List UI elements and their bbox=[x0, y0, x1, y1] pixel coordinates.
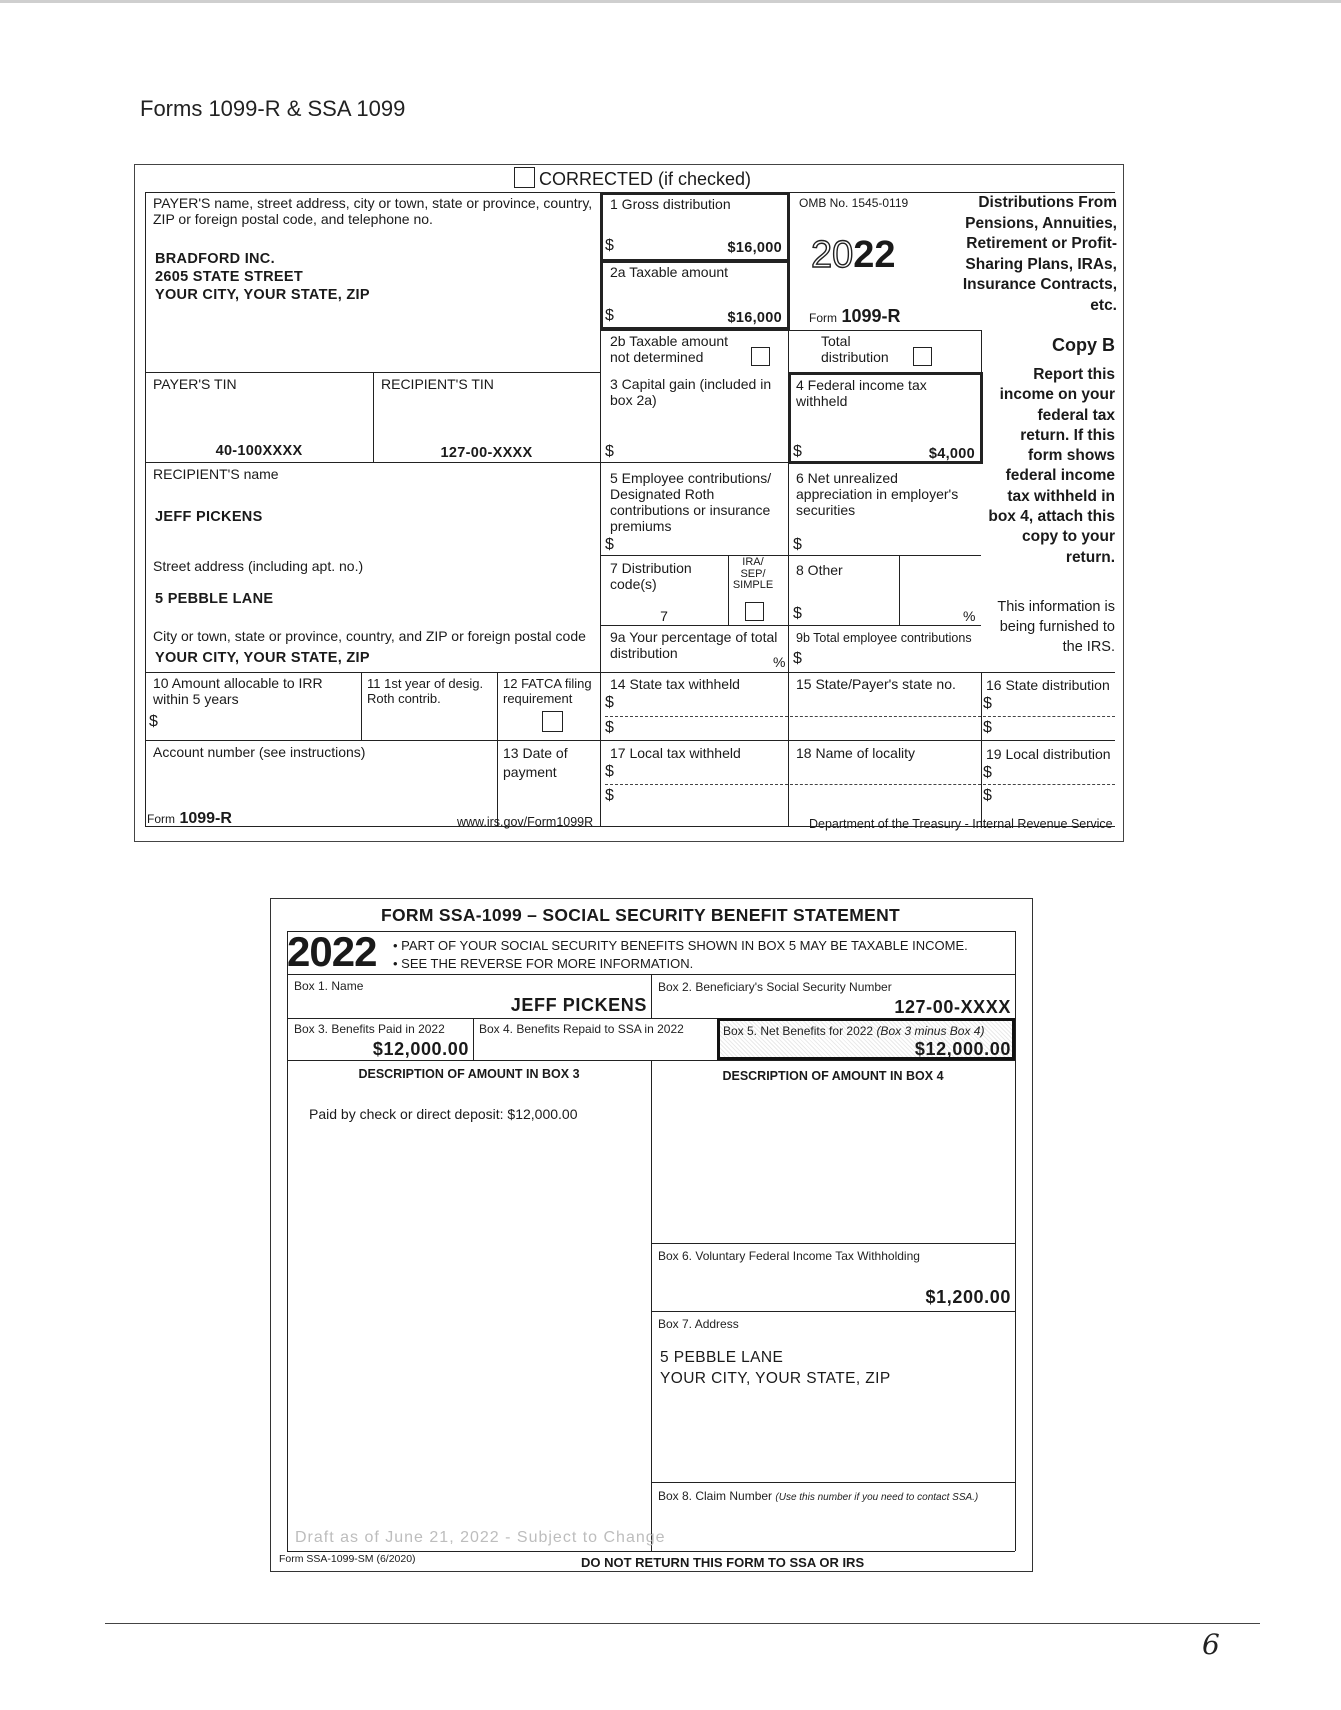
box13-label: 13 Date of payment bbox=[503, 745, 568, 780]
footer-form-name: 1099-R bbox=[179, 810, 232, 827]
ssa-box4-label: Box 4. Benefits Repaid to SSA in 2022 bbox=[479, 1022, 684, 1036]
box1-dollar: $ bbox=[605, 237, 614, 254]
box8-label: 8 Other bbox=[796, 562, 843, 578]
box2b-label: 2b Taxable amount not determined bbox=[610, 333, 729, 365]
grid-line bbox=[651, 1060, 652, 1551]
box16-divider bbox=[983, 716, 1115, 717]
grid-line bbox=[145, 740, 1115, 741]
footer-url[interactable]: www.irs.gov/Form1099R bbox=[457, 815, 594, 829]
box17-dollar-2: $ bbox=[605, 787, 614, 804]
grid-line bbox=[145, 192, 146, 826]
ssa-footer-notice: DO NOT RETURN THIS FORM TO SSA OR IRS bbox=[581, 1555, 865, 1570]
box9b-dollar: $ bbox=[793, 650, 802, 667]
ssa-box7-line2: YOUR CITY, YOUR STATE, ZIP bbox=[660, 1370, 891, 1387]
street-label: Street address (including apt. no.) bbox=[153, 558, 364, 574]
box8-percent: % bbox=[963, 608, 976, 624]
ssa-box5-value: $12,000.00 bbox=[914, 1039, 1011, 1059]
omb-number: OMB No. 1545-0119 bbox=[799, 196, 909, 210]
box10-label: 10 Amount allocable to IRR within 5 years bbox=[153, 675, 323, 707]
ssa-box1-label: Box 1. Name bbox=[294, 979, 364, 993]
form-name: 1099-R bbox=[841, 306, 901, 326]
box12-label: 12 FATCA filing requirement bbox=[503, 676, 592, 706]
ssa-footer-form: Form SSA-1099-SM (6/2020) bbox=[279, 1553, 416, 1565]
corrected-checkbox[interactable] bbox=[514, 167, 535, 188]
box10-dollar: $ bbox=[149, 713, 158, 730]
box5-label: 5 Employee contributions/ Designated Roth contributions or insurance premiums bbox=[610, 470, 772, 534]
recipient-street: 5 PEBBLE LANE bbox=[155, 591, 274, 607]
grid-line bbox=[145, 672, 1115, 673]
grid-line bbox=[1015, 931, 1016, 1551]
grid-line bbox=[287, 1551, 1015, 1552]
box2b-checkbox[interactable] bbox=[751, 347, 770, 366]
payer-tin-label: PAYER'S TIN bbox=[153, 376, 237, 392]
grid-line bbox=[651, 1482, 1015, 1483]
box17-dollar-1: $ bbox=[605, 763, 614, 780]
ssa-box7-label: Box 7. Address bbox=[658, 1317, 739, 1331]
box19-dollar-2: $ bbox=[983, 787, 992, 804]
ssa-box8-title: Box 8. Claim Number bbox=[658, 1489, 773, 1503]
copy-b-instructions: Report this income on your federal tax return. If this form shows federal income tax withheld in box 4, attach this copy to your return. bbox=[988, 366, 1115, 566]
box4-value: $4,000 bbox=[928, 446, 975, 462]
box14-dollar-2: $ bbox=[605, 719, 614, 736]
recipient-city: YOUR CITY, YOUR STATE, ZIP bbox=[155, 650, 370, 666]
recipient-name-label: RECIPIENT'S name bbox=[153, 466, 279, 482]
ssa-note-1: • PART OF YOUR SOCIAL SECURITY BENEFITS SHOWN IN BOX 5 MAY BE TAXABLE INCOME. bbox=[393, 938, 968, 953]
box17-label: 17 Local tax withheld bbox=[610, 745, 741, 761]
ssa-year: 2022 bbox=[287, 928, 377, 975]
copy-b: Copy B bbox=[1052, 335, 1115, 355]
footer-department: Department of the Treasury - Internal Revenue Service bbox=[809, 817, 1113, 831]
recipient-tin-label: RECIPIENT'S TIN bbox=[381, 376, 494, 392]
top-border bbox=[0, 0, 1341, 3]
grid-line bbox=[899, 555, 900, 625]
ira-label: IRA/ SEP/ SIMPLE bbox=[732, 556, 774, 591]
payer-label: PAYER'S name, street address, city or town, state or province, country, ZIP or foreign postal code, and telephone no. bbox=[153, 195, 593, 227]
box11-label: 11 1st year of desig. Roth contrib. bbox=[367, 676, 484, 706]
form-1099r bbox=[134, 164, 1124, 842]
box3-dollar: $ bbox=[605, 443, 614, 460]
grid-line bbox=[145, 462, 600, 463]
payer-city: YOUR CITY, YOUR STATE, ZIP bbox=[155, 287, 370, 303]
fatca-checkbox[interactable] bbox=[542, 711, 563, 732]
recipient-tin: 127-00-XXXX bbox=[440, 445, 533, 461]
box1-value: $16,000 bbox=[727, 240, 782, 256]
page-title: Forms 1099-R & SSA 1099 bbox=[140, 96, 406, 121]
box16-dollar-2: $ bbox=[983, 719, 992, 736]
grid-line bbox=[981, 672, 982, 826]
grid-line bbox=[287, 931, 288, 1551]
payer-tin: 40-100XXXX bbox=[215, 443, 303, 459]
box1-label: 1 Gross distribution bbox=[610, 196, 731, 212]
tax-year bbox=[811, 235, 896, 275]
box7-value: 7 bbox=[660, 608, 668, 624]
payer-name: BRADFORD INC. bbox=[155, 251, 275, 267]
grid-line bbox=[651, 1311, 1015, 1312]
box9a-label: 9a Your percentage of total distribution bbox=[610, 629, 778, 661]
footer-form-id bbox=[147, 810, 232, 828]
box9b-label: 9b Total employee contributions bbox=[796, 631, 972, 645]
city-label: City or town, state or province, country, and ZIP or foreign postal code bbox=[153, 628, 586, 644]
grid-line bbox=[361, 672, 362, 740]
grid-line bbox=[473, 1018, 474, 1060]
form-ssa1099 bbox=[270, 898, 1033, 1572]
ssa-box8-note: (Use this number if you need to contact SSA.) bbox=[775, 1492, 979, 1503]
box17-divider bbox=[605, 784, 788, 785]
recipient-name: JEFF PICKENS bbox=[155, 509, 263, 525]
bottom-rule bbox=[105, 1623, 1260, 1624]
total-distribution-checkbox[interactable] bbox=[913, 347, 932, 366]
ssa-box3-label: Box 3. Benefits Paid in 2022 bbox=[294, 1022, 445, 1036]
year-prefix: 20 bbox=[811, 234, 854, 276]
ssa-box7-line1: 5 PEBBLE LANE bbox=[660, 1349, 784, 1366]
box15-divider bbox=[790, 716, 981, 717]
ssa-box2-value: 127-00-XXXX bbox=[894, 997, 1011, 1017]
ssa-box8-label bbox=[658, 1489, 978, 1503]
ssa-box6-value: $1,200.00 bbox=[925, 1287, 1011, 1307]
box7-label: 7 Distribution code(s) bbox=[610, 560, 692, 592]
ssa-desc3-label: DESCRIPTION OF AMOUNT IN BOX 3 bbox=[358, 1067, 580, 1081]
grid-line bbox=[287, 931, 1015, 932]
box14-divider bbox=[605, 716, 788, 717]
ssa-box6-label: Box 6. Voluntary Federal Income Tax Withholding bbox=[658, 1249, 920, 1263]
box18-divider bbox=[790, 784, 981, 785]
box19-dollar-1: $ bbox=[983, 764, 992, 781]
box19-label: 19 Local distribution bbox=[986, 746, 1111, 762]
ssa-desc4-label: DESCRIPTION OF AMOUNT IN BOX 4 bbox=[722, 1069, 944, 1083]
ssa-box5-label bbox=[723, 1024, 984, 1038]
box2a-dollar: $ bbox=[605, 307, 614, 324]
payer-street: 2605 STATE STREET bbox=[155, 269, 303, 285]
grid-line bbox=[600, 330, 981, 331]
ssa-box5-title: Box 5. Net Benefits for 2022 bbox=[723, 1024, 874, 1038]
box15-label: 15 State/Payer's state no. bbox=[796, 676, 956, 692]
draft-watermark: Draft as of June 21, 2022 - Subject to Change bbox=[295, 1529, 666, 1546]
box3-label: 3 Capital gain (included in box 2a) bbox=[610, 376, 772, 408]
ssa-box3-value: $12,000.00 bbox=[372, 1039, 469, 1059]
total-distribution-label: Total distribution bbox=[821, 333, 889, 365]
box4-label: 4 Federal income tax withheld bbox=[796, 377, 927, 409]
form-id bbox=[809, 306, 901, 327]
box2a-value: $16,000 bbox=[727, 310, 782, 326]
form-title: Distributions From Pensions, Annuities, Retirement or Profit-Sharing Plans, IRAs, Insurance Contracts, etc. bbox=[962, 194, 1117, 314]
footer-form-word: Form bbox=[147, 812, 175, 826]
box6-dollar: $ bbox=[793, 536, 802, 553]
form-word: Form bbox=[809, 311, 837, 325]
grid-line bbox=[600, 625, 981, 626]
irs-note: This information is being furnished to the IRS. bbox=[997, 599, 1115, 655]
box14-dollar-1: $ bbox=[605, 694, 614, 711]
ssa-title: FORM SSA-1099 – SOCIAL SECURITY BENEFIT STATEMENT bbox=[381, 905, 901, 925]
year-suffix: 22 bbox=[853, 234, 896, 276]
box2a-label: 2a Taxable amount bbox=[610, 264, 729, 280]
account-label: Account number (see instructions) bbox=[153, 744, 366, 760]
box9a-percent: % bbox=[773, 654, 786, 670]
box14-label: 14 State tax withheld bbox=[610, 676, 740, 692]
box16-label: 16 State distribution bbox=[986, 677, 1110, 693]
grid-line bbox=[651, 1243, 1015, 1244]
box16-dollar-1: $ bbox=[983, 695, 992, 712]
ssa-box1-value: JEFF PICKENS bbox=[510, 995, 647, 1015]
ira-checkbox[interactable] bbox=[745, 602, 764, 621]
box5-dollar: $ bbox=[605, 536, 614, 553]
ssa-desc3-text: Paid by check or direct deposit: $12,000.00 bbox=[309, 1106, 578, 1122]
ssa-box5-note: (Box 3 minus Box 4) bbox=[876, 1024, 985, 1038]
ssa-box2-label: Box 2. Beneficiary's Social Security Number bbox=[658, 980, 892, 994]
grid-line bbox=[600, 555, 981, 556]
ssa-note-2: • SEE THE REVERSE FOR MORE INFORMATION. bbox=[393, 956, 694, 971]
grid-line bbox=[497, 672, 498, 826]
box8-dollar: $ bbox=[793, 605, 802, 622]
grid-line bbox=[728, 555, 729, 625]
page-number: 6 bbox=[1202, 1628, 1220, 1661]
grid-line bbox=[651, 974, 652, 1018]
box6-label: 6 Net unrealized appreciation in employer's securities bbox=[796, 470, 959, 518]
box18-label: 18 Name of locality bbox=[796, 745, 916, 761]
corrected-label: CORRECTED (if checked) bbox=[539, 169, 752, 189]
box19-divider bbox=[983, 784, 1115, 785]
box4-dollar: $ bbox=[793, 443, 802, 460]
